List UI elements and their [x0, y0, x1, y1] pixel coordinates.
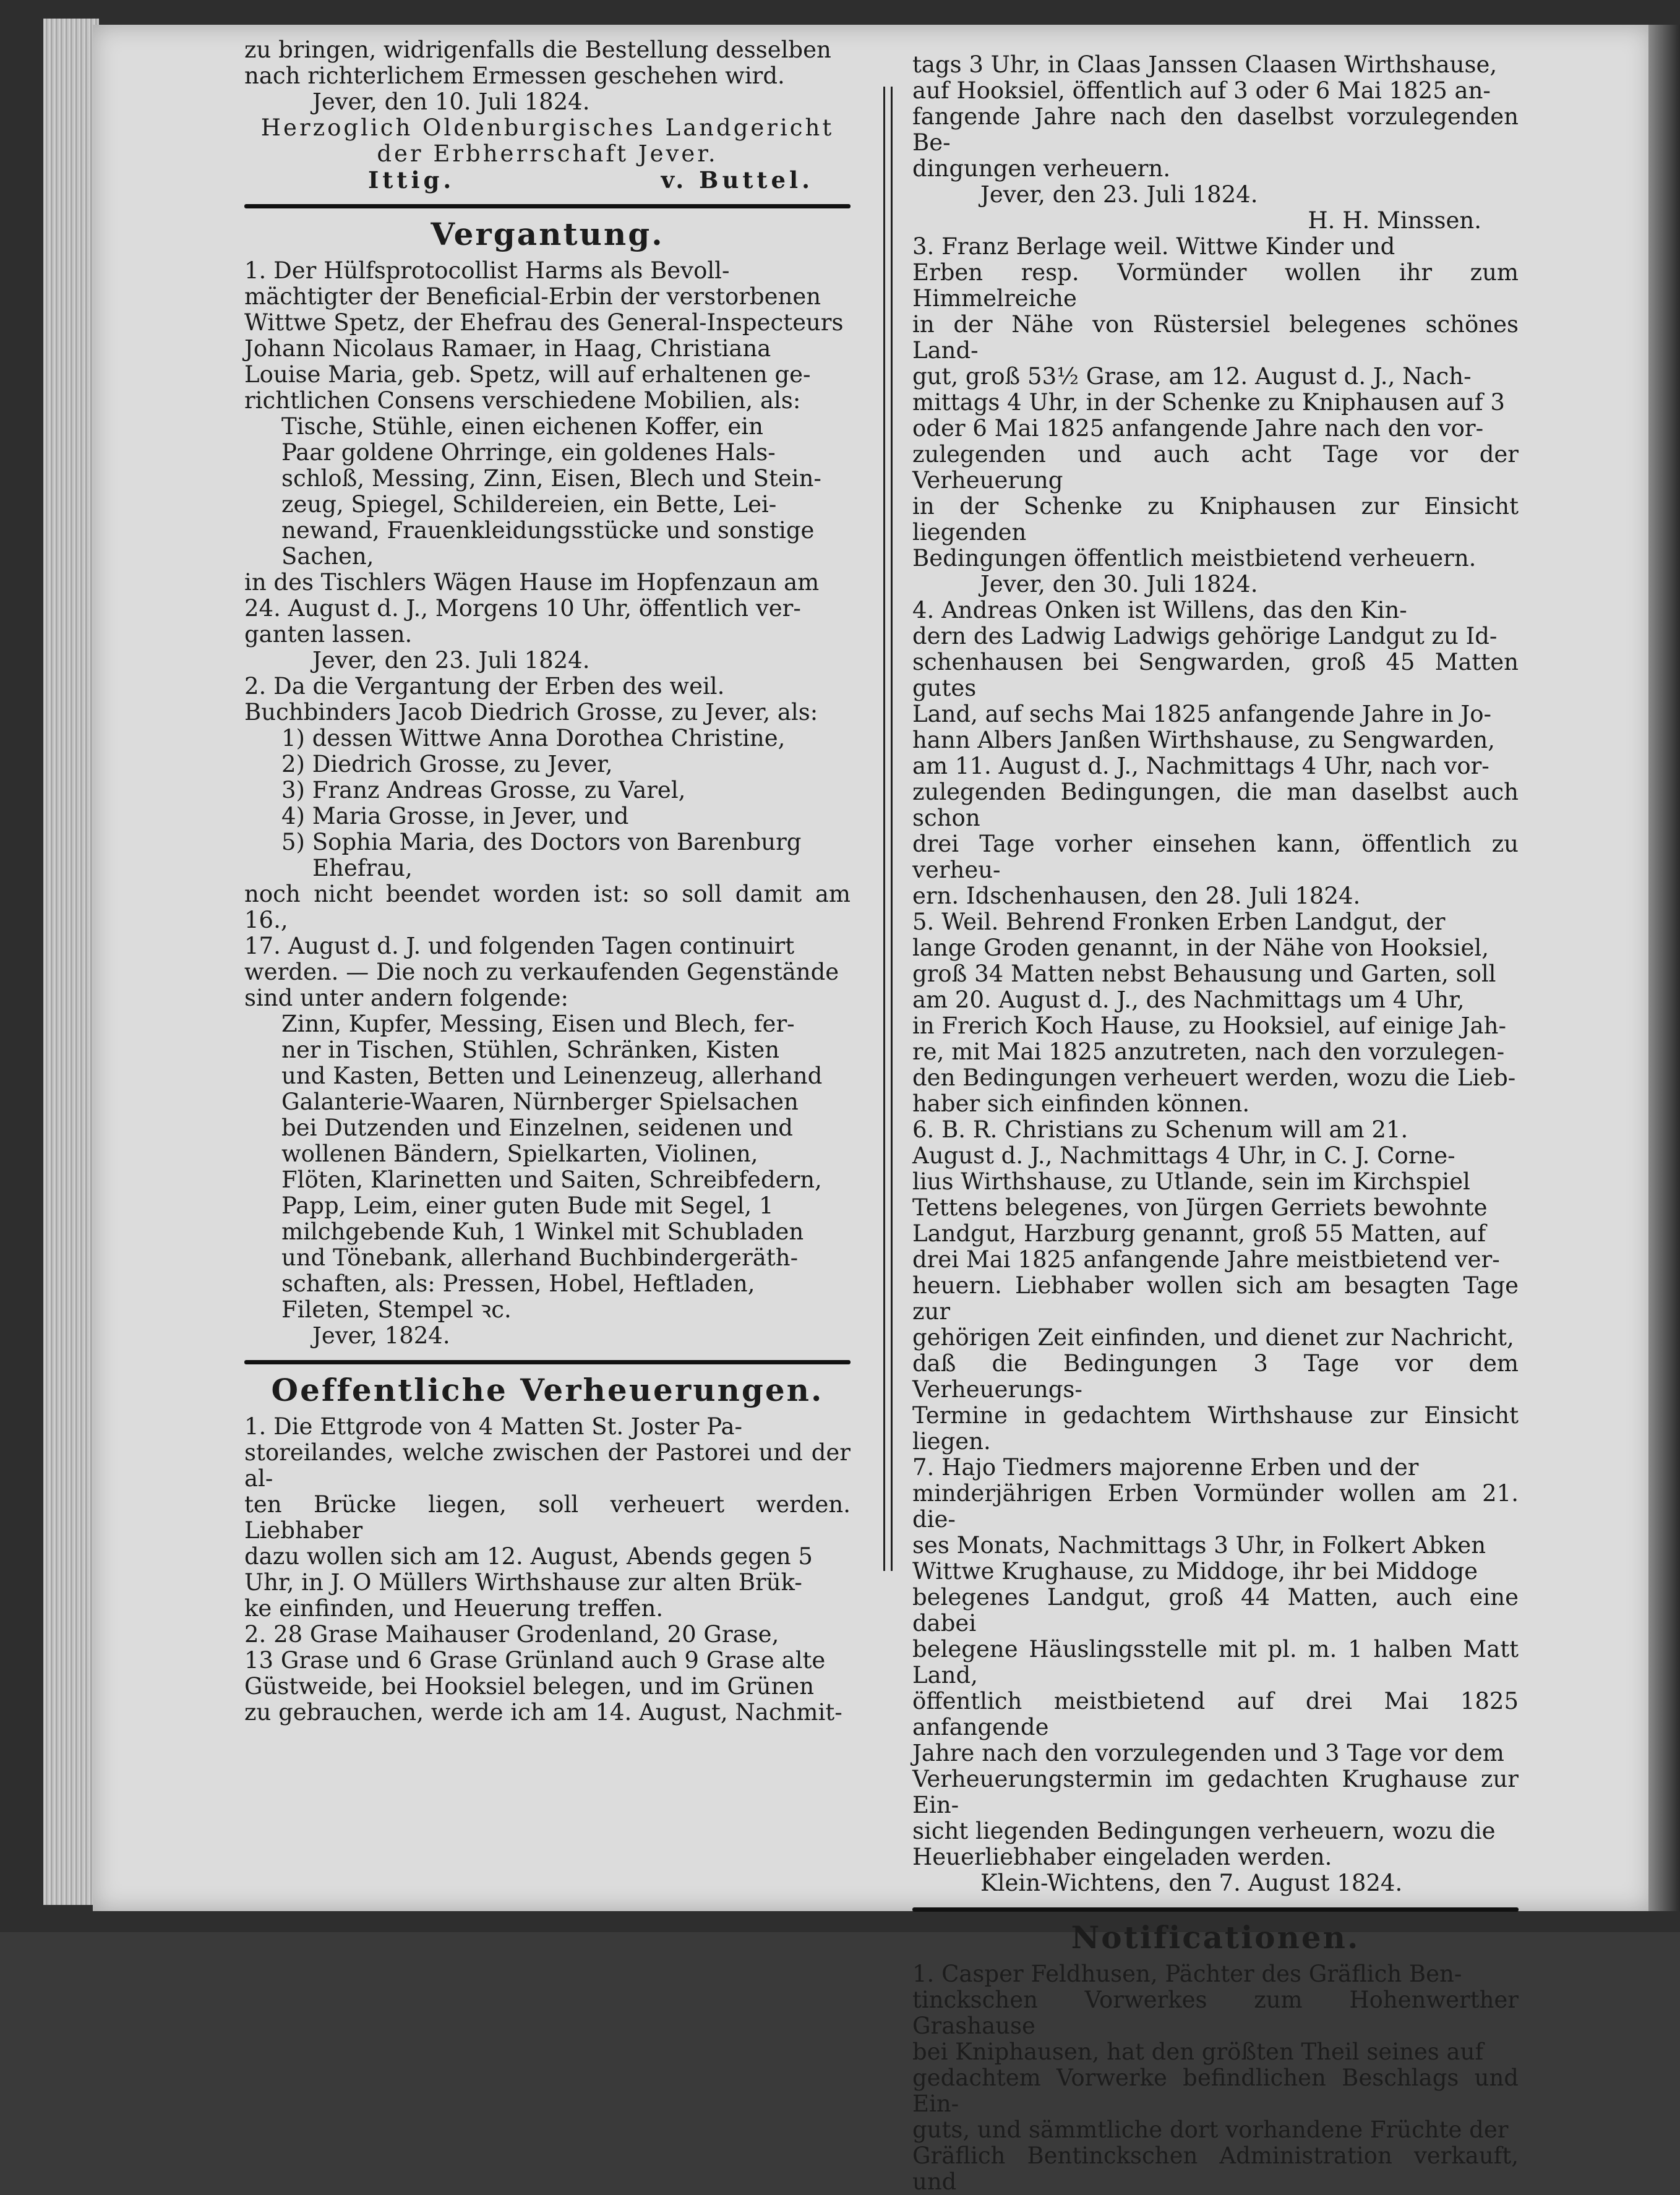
text-line: guts, und sämmtliche dort vorhandene Früchte der [912, 2116, 1509, 2143]
text-line: 24. August d. J., Morgens 10 Uhr, öffentlich ver- [244, 595, 801, 622]
text-line: Jahre nach den vorzulegenden und 3 Tage vor dem [912, 1740, 1504, 1766]
text-line: gedachtem Vorwerke befindlichen Beschlags und Ein- [912, 2064, 1519, 2117]
text-line: drei Tage vorher einsehen kann, öffentlich zu verheu- [912, 831, 1519, 883]
intro-text [244, 37, 851, 89]
text-line: den Bedingungen verheuert werden, wozu die Lieb- [912, 1064, 1516, 1091]
notice-h2-continued [912, 52, 1519, 182]
text-line: Bedingungen öffentlich meistbietend verheuern. [912, 545, 1476, 571]
dateline: Jever, den 23. Juli 1824. [312, 647, 590, 674]
dateline: Klein-Wichtens, den 7. August 1824. [980, 1870, 1403, 1896]
text-line: 1. Casper Feldhusen, Pächter des Gräflich Ben- [912, 1961, 1462, 1987]
notice-h2 [244, 1622, 851, 1726]
text-line: zulegenden Bedingungen, die man daselbst auch schon [912, 779, 1519, 831]
text-line: Wittwe Spetz, der Ehefrau des General-Inspecteurs [244, 309, 844, 336]
list-item: 5) Sophia Maria, des Doctors von Barenburg [281, 829, 802, 855]
text-line: dingungen verheuern. [912, 155, 1171, 182]
text-line: nach richterlichem Ermessen geschehen wird. [244, 62, 785, 89]
notice-v2 [244, 674, 851, 1323]
section-heading-verheuerungen: Oeffentliche Verheuerungen. [271, 1372, 824, 1408]
text-line: hann Albers Janßen Wirthshause, zu Sengwarden, [912, 727, 1495, 753]
heirs-list [244, 725, 851, 881]
text-line: 2. 28 Grase Maihauser Grodenland, 20 Grase, [244, 1621, 779, 1648]
text-line: groß 34 Matten nebst Behausung und Garten, soll [912, 961, 1496, 987]
text-line: gehörigen Zeit einfinden, und dienet zur Nachricht, [912, 1324, 1514, 1351]
item-list [244, 414, 851, 570]
text-line: heuern. Liebhaber wollen sich am besagten Tage zur [912, 1272, 1519, 1325]
text-line: wollenen Bändern, Spielkarten, Violinen, [281, 1140, 758, 1167]
text-line: in der Nähe von Rüstersiel belegenes schönes Land- [912, 311, 1519, 364]
text-line: gut, groß 53½ Grase, am 12. August d. J., Nach- [912, 363, 1472, 390]
notice-h4 [912, 597, 1519, 909]
text-line: auf Hooksiel, öffentlich auf 3 oder 6 Mai 1825 an- [912, 77, 1491, 104]
text-line: Termine in gedachtem Wirthshause zur Einsicht liegen. [912, 1402, 1519, 1455]
text-line: Sachen, [281, 543, 374, 570]
text-line: ses Monats, Nachmittags 3 Uhr, in Folkert Abken [912, 1532, 1486, 1559]
section-rule [244, 204, 851, 208]
notice-h6 [912, 1117, 1519, 1455]
list-item: 4) Maria Grosse, in Jever, und [281, 803, 629, 829]
text-line: sicht liegenden Bedingungen verheuern, wozu die [912, 1818, 1496, 1844]
text-line: öffentlich meistbietend auf drei Mai 1825 anfangende [912, 1688, 1519, 1740]
dateline: Jever, den 30. Juli 1824. [980, 571, 1258, 597]
text-line: Zinn, Kupfer, Messing, Eisen und Blech, fer- [281, 1011, 795, 1037]
text-line: storeilandes, welche zwischen der Pastorei und der al- [244, 1439, 851, 1492]
column-divider [883, 87, 893, 1571]
text-line: ke einfinden, und Heuerung treffen. [244, 1595, 664, 1622]
text-line: bei Kniphausen, hat den größten Theil seines auf [912, 2039, 1484, 2065]
text-line: Land, auf sechs Mai 1825 anfangende Jahre in Jo- [912, 701, 1491, 727]
text-line: 4. Andreas Onken ist Willens, das den Kin- [912, 597, 1407, 623]
text-line: Papp, Leim, einer guten Bude mit Segel, 1 [281, 1192, 774, 1219]
text-line: Galanterie-Waaren, Nürnberger Spielsachen [281, 1089, 799, 1115]
page-stack-edges [43, 19, 99, 1905]
text-line: Louise Maria, geb. Spetz, will auf erhaltenen ge- [244, 361, 811, 388]
text-line: 1. Der Hülfsprotocollist Harms als Bevoll- [244, 257, 730, 284]
notice-v1 [244, 258, 851, 648]
section-rule [244, 1360, 851, 1364]
text-line: belegenes Landgut, groß 44 Matten, auch eine dabei [912, 1584, 1519, 1637]
text-line: re, mit Mai 1825 anzutreten, nach den vorzulegen- [912, 1038, 1505, 1065]
text-line: in Frerich Koch Hause, zu Hooksiel, auf einige Jah- [912, 1012, 1507, 1039]
text-line: in des Tischlers Wägen Hause im Hopfenzaun am [244, 569, 820, 596]
text-line: mittags 4 Uhr, in der Schenke zu Kniphausen auf 3 [912, 389, 1505, 416]
text-line: Flöten, Klarinetten und Saiten, Schreibfedern, [281, 1166, 822, 1193]
text-line: dazu wollen sich am 12. August, Abends gegen 5 [244, 1543, 813, 1570]
notice-n1 [912, 1961, 1519, 2195]
text-line: Paar goldene Ohrringe, ein goldenes Hals- [281, 439, 776, 466]
text-line: in der Schenke zu Kniphausen zur Einsicht liegenden [912, 493, 1519, 546]
text-line: fangende Jahre nach den daselbst vorzulegenden Be- [912, 103, 1519, 156]
court-name: Herzoglich Oldenburgisches Landgericht [260, 114, 834, 141]
text-line: lange Groden genannt, in der Nähe von Hooksiel, [912, 935, 1489, 961]
dateline: Jever, 1824. [312, 1322, 450, 1349]
text-line: und Tönebank, allerhand Buchbindergeräth- [281, 1244, 799, 1271]
text-line: zulegenden und auch acht Tage vor der Verheuerung [912, 441, 1519, 494]
text-line: Verheuerungstermin im gedachten Krughause zur Ein- [912, 1766, 1519, 1818]
text-line: 1. Die Ettgrode von 4 Matten St. Joster Pa- [244, 1413, 743, 1440]
text-line: 17. August d. J. und folgenden Tagen continuirt [244, 933, 795, 959]
text-line: schenhausen bei Sengwarden, groß 45 Matten gutes [912, 649, 1519, 701]
text-line: newand, Frauenkleidungsstücke und sonstige [281, 517, 815, 544]
item-list [244, 1011, 851, 1323]
text-line: milchgebende Kuh, 1 Winkel mit Schubladen [281, 1218, 804, 1245]
text-line: zeug, Spiegel, Schildereien, ein Bette, Lei- [281, 491, 777, 518]
text-line: Tettens belegenes, von Jürgen Gerriets bewohnte [912, 1194, 1488, 1221]
text-line: tinckschen Vorwerkes zum Hohenwerther Grashause [912, 1987, 1519, 2039]
signature-left: Ittig. [368, 166, 455, 194]
text-line: Uhr, in J. O Müllers Wirthshause zur alten Brük- [244, 1569, 802, 1596]
signature: H. H. Minssen. [1308, 207, 1481, 234]
text-line: und Kasten, Betten und Leinenzeug, allerhand [281, 1063, 823, 1089]
text-line: Güstweide, bei Hooksiel belegen, und im Grünen [244, 1673, 815, 1700]
text-line: 3. Franz Berlage weil. Wittwe Kinder und [912, 233, 1395, 260]
signature-right: v. Buttel. [661, 166, 813, 194]
section-rule [912, 1907, 1519, 1912]
text-line: sind unter andern folgende: [244, 985, 568, 1011]
text-line: richtlichen Consens verschiedene Mobilien, als: [244, 387, 801, 414]
text-line: Landgut, Harzburg genannt, groß 55 Matten, auf [912, 1220, 1486, 1247]
text-line: zu bringen, widrigenfalls die Bestellung desselben [244, 36, 831, 63]
text-line: schaften, als: Pressen, Hobel, Heftladen, [281, 1270, 755, 1297]
text-line: Tische, Stühle, einen eichenen Koffer, ein [281, 413, 763, 440]
list-item: Ehefrau, [312, 855, 413, 881]
text-line: 13 Grase und 6 Grase Grünland auch 9 Grase alte [244, 1647, 826, 1674]
text-line: minderjährigen Erben Vormünder wollen am 21. die- [912, 1480, 1519, 1533]
text-line: am 20. August d. J., des Nachmittags um 4 Uhr, [912, 986, 1465, 1013]
text-line: Erben resp. Vormünder wollen ihr zum Himmelreiche [912, 259, 1519, 312]
text-line: dern des Ladwig Ladwigs gehörige Landgut zu Id- [912, 623, 1498, 649]
text-line: Fileten, Stempel ꝛc. [281, 1296, 512, 1323]
text-line: daß die Bedingungen 3 Tage vor dem Verheuerungs- [912, 1350, 1519, 1403]
text-line: am 11. August d. J., Nachmittags 4 Uhr, nach vor- [912, 753, 1489, 779]
text-line: Gräflich Bentinckschen Administration verkauft, und [912, 2142, 1519, 2195]
dateline: Jever, den 10. Juli 1824. [312, 88, 590, 115]
text-line: Wittwe Krughause, zu Middoge, ihr bei Middoge [912, 1558, 1478, 1585]
book-gutter [1648, 25, 1680, 1911]
right-column [912, 52, 1519, 2195]
notice-h5 [912, 909, 1519, 1117]
text-line: Buchbinders Jacob Diedrich Grosse, zu Jever, als: [244, 699, 818, 725]
text-line: Johann Nicolaus Ramaer, in Haag, Christiana [244, 335, 771, 362]
list-item: 3) Franz Andreas Grosse, zu Varel, [281, 777, 686, 803]
text-line: schloß, Messing, Zinn, Eisen, Blech und Stein- [281, 465, 821, 492]
text-line: ganten lassen. [244, 621, 413, 648]
text-line: oder 6 Mai 1825 anfangende Jahre nach den vor- [912, 415, 1484, 442]
text-line: tags 3 Uhr, in Claas Janssen Claasen Wirthshause, [912, 51, 1498, 78]
list-item: 1) dessen Wittwe Anna Dorothea Christine, [281, 725, 786, 751]
text-line: 2. Da die Vergantung der Erben des weil. [244, 673, 725, 700]
text-line: ten Brücke liegen, soll verheuert werden. Liebhaber [244, 1491, 851, 1544]
text-line: 7. Hajo Tiedmers majorenne Erben und der [912, 1454, 1419, 1481]
court-name-line2: der Erbherrschaft Jever. [377, 140, 718, 167]
notice-h1 [244, 1414, 851, 1622]
notice-h3 [912, 234, 1519, 571]
section-heading-notificationen: Notificationen. [1071, 1919, 1360, 1956]
text-line: ern. Idschenhausen, den 28. Juli 1824. [912, 883, 1361, 909]
text-line: ner in Tischen, Stühlen, Schränken, Kisten [281, 1037, 780, 1063]
text-line: belegene Häuslingsstelle mit pl. m. 1 halben Matt Land, [912, 1636, 1519, 1688]
text-line: werden. — Die noch zu verkaufenden Gegenstände [244, 959, 839, 985]
notice-h7 [912, 1455, 1519, 1870]
text-line: August d. J., Nachmittags 4 Uhr, in C. J. Corne- [912, 1142, 1455, 1169]
text-line: 6. B. R. Christians zu Schenum will am 21. [912, 1116, 1408, 1143]
text-line: noch nicht beendet worden ist: so soll damit am 16., [244, 881, 851, 933]
list-item: 2) Diedrich Grosse, zu Jever, [281, 751, 613, 777]
text-line: mächtigter der Beneficial-Erbin der verstorbenen [244, 283, 821, 310]
left-column [244, 37, 851, 1726]
dateline: Jever, den 23. Juli 1824. [980, 181, 1258, 208]
text-line: zu gebrauchen, werde ich am 14. August, Nachmit- [244, 1699, 842, 1726]
text-line: bei Dutzenden und Einzelnen, seidenen und [281, 1115, 793, 1141]
section-heading-vergantung: Vergantung. [431, 216, 664, 252]
text-line: 5. Weil. Behrend Fronken Erben Landgut, der [912, 909, 1446, 935]
text-line: drei Mai 1825 anfangende Jahre meistbietend ver- [912, 1246, 1500, 1273]
text-line: haber sich einfinden können. [912, 1090, 1250, 1117]
text-line: lius Wirthshause, zu Utlande, sein im Kirchspiel [912, 1168, 1470, 1195]
signatures [244, 167, 851, 193]
text-line: Heuerliebhaber eingeladen werden. [912, 1844, 1332, 1870]
